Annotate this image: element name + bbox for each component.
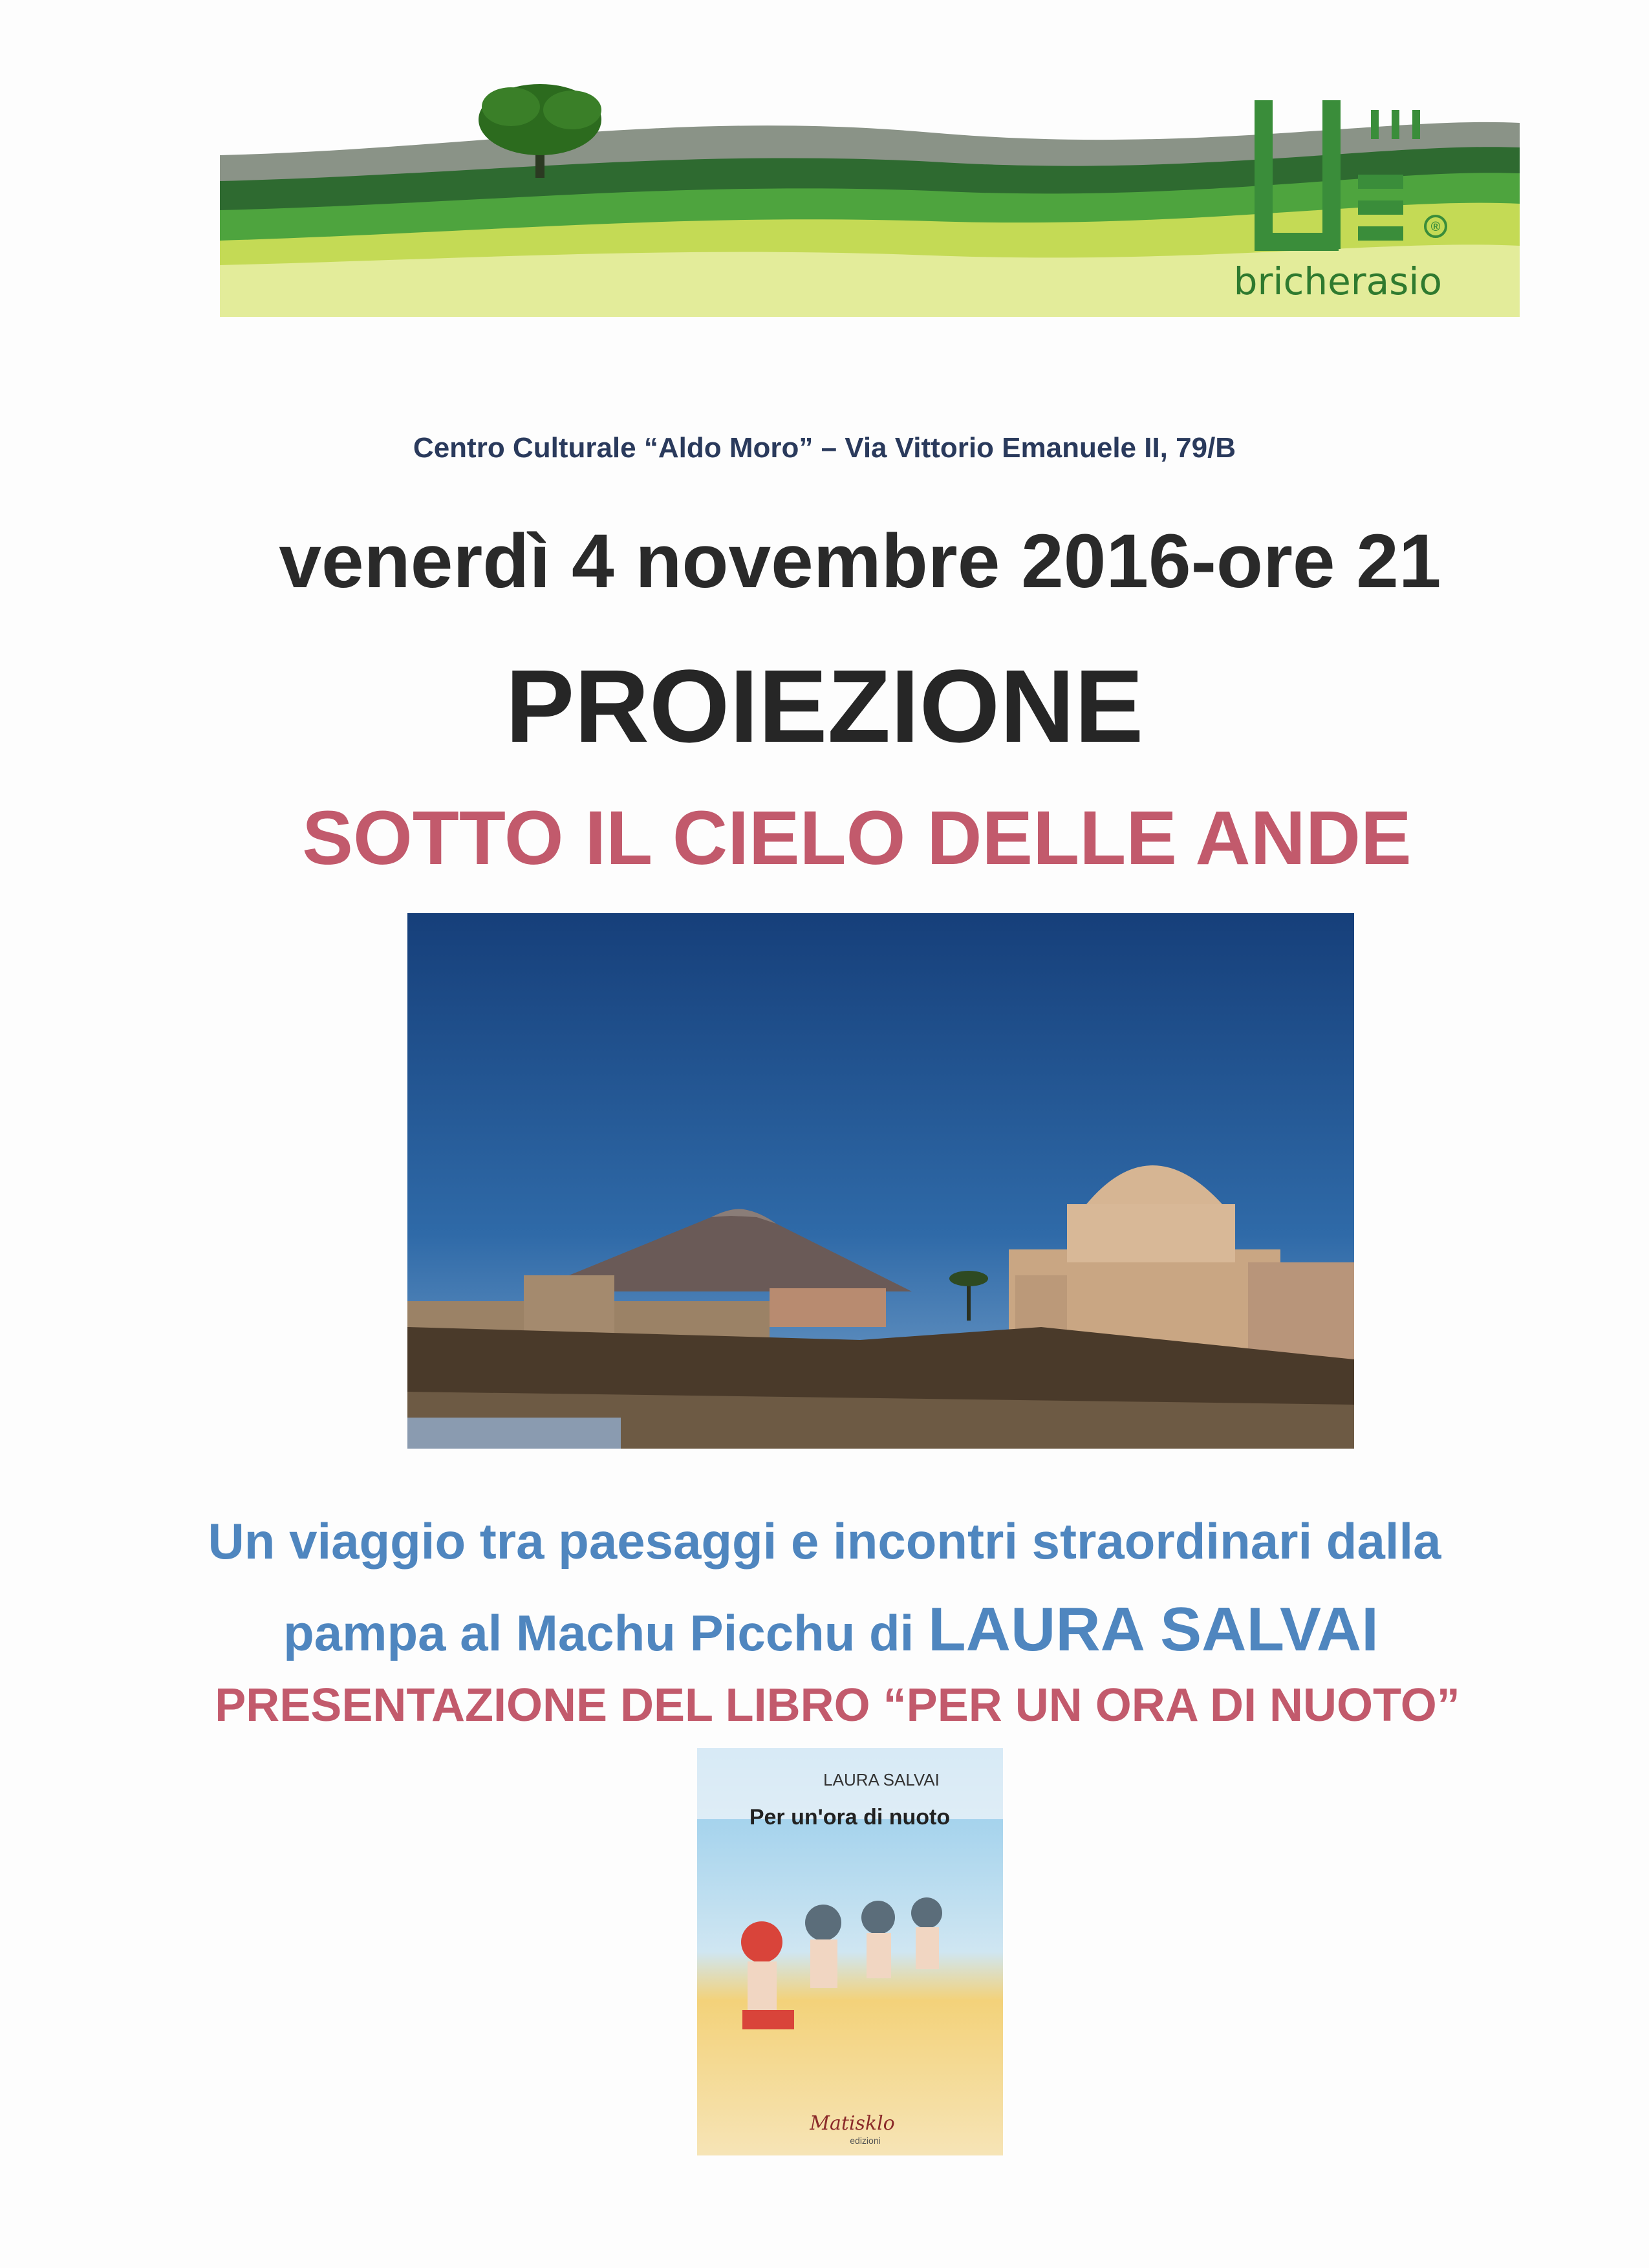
logo-text: bricherasio: [1233, 259, 1442, 303]
header-banner: [220, 71, 1520, 317]
volcano-and-church-photo: [407, 913, 1354, 1449]
description-line-2: [6, 1594, 1649, 1665]
book-publisher: Matisklo: [810, 2112, 895, 2135]
description-line-2-prefix: pampa al Machu Picchu di: [283, 1604, 914, 1661]
book-presentation-line: PRESENTAZIONE DEL LIBRO “PER UN ORA DI NUOTO”: [215, 1679, 1460, 1731]
registered-mark: ®: [1430, 220, 1441, 234]
book-title: Per un'ora di nuoto: [749, 1805, 951, 1830]
book-author: LAURA SALVAI: [823, 1770, 940, 1789]
description-line-1: Un viaggio tra paesaggi e incontri straordinari dalla: [208, 1513, 1441, 1570]
venue-line: Centro Culturale “Aldo Moro” – Via Vittorio Emanuele II, 79/B: [413, 432, 1236, 464]
book-cover: [697, 1748, 1003, 2155]
event-title: SOTTO IL CIELO DELLE ANDE: [302, 795, 1412, 881]
author-name: LAURA SALVAI: [928, 1595, 1379, 1664]
event-date: venerdì 4 novembre 2016-ore 21: [279, 519, 1441, 604]
event-kind: PROIEZIONE: [505, 648, 1144, 764]
book-publisher-sub: edizioni: [850, 2135, 881, 2146]
